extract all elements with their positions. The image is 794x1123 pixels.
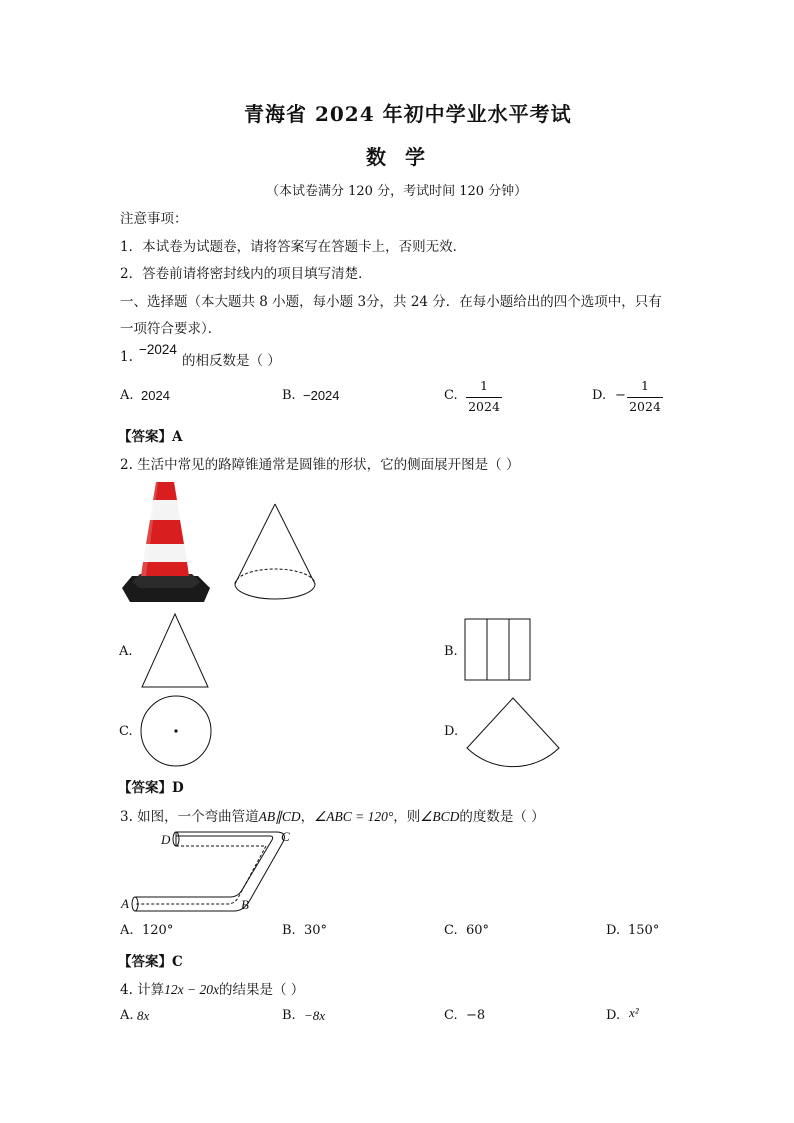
q2-option-a-label: A.	[119, 644, 133, 659]
q1-option-b: −2024	[303, 388, 340, 403]
q3-option-c-label: C.	[444, 923, 458, 938]
q1-option-d-sign: −	[615, 388, 626, 403]
q1-option-d-fraction	[627, 378, 663, 414]
section1-instructions-line2: 一项符合要求）．	[120, 321, 222, 337]
fraction-denominator: 2024	[629, 399, 661, 414]
q3-option-b-label: B.	[282, 923, 296, 938]
q4-option-a-label: A.	[120, 1008, 134, 1023]
q1-math: −2024	[139, 342, 177, 357]
q4-math: 12x − 20x	[164, 982, 220, 997]
pipe-label-d: D	[161, 832, 171, 847]
cone-diagram	[233, 502, 317, 602]
triangle-option-shape	[140, 613, 210, 689]
q3-text-post: 的度数是（ ）	[459, 809, 545, 825]
q3-text-mid: ，	[300, 809, 315, 825]
q4-text	[120, 978, 304, 998]
cone-base-top	[132, 574, 200, 588]
q3-answer: 【答案】C	[118, 954, 183, 970]
q2-answer: 【答案】D	[118, 780, 184, 796]
q4-option-a: 8x	[137, 1008, 150, 1023]
q1-number: 1.	[120, 349, 133, 365]
notice-item-1: 1．本试卷为试题卷，请将答案写在答题卡上，否则无效．	[120, 239, 467, 255]
q2-option-b-label: B.	[444, 644, 458, 659]
q2-option-d-label: D.	[444, 724, 459, 739]
q1-option-d-label: D.	[592, 388, 607, 403]
q4-option-c: −8	[466, 1008, 486, 1023]
subject-title: 数 学	[366, 145, 431, 169]
q3-math-angle-bcd: ∠BCD	[420, 809, 460, 824]
page-title: 青海省 2024 年初中学业水平考试	[244, 102, 572, 126]
q1-option-a-label: A.	[120, 388, 134, 403]
q1-option-b-label: B.	[282, 388, 296, 403]
q3-option-a: 120°	[142, 923, 174, 938]
q3-option-b: 30°	[304, 923, 328, 938]
fraction-bar	[466, 397, 502, 398]
notices-heading: 注意事项：	[120, 211, 188, 227]
q2-text: 2. 生活中常见的路障锥通常是圆锥的形状，它的侧面展开图是（ ）	[120, 457, 520, 473]
sector-option-shape	[465, 696, 561, 768]
q4-option-b: −8x	[304, 1008, 326, 1023]
q3-text-pre: 3. 如图，一个弯曲管道	[120, 809, 259, 825]
q4-option-c-label: C.	[444, 1008, 458, 1023]
bent-pipe-diagram	[120, 828, 300, 918]
fraction-numerator: 1	[641, 378, 649, 393]
q1-text: 的相反数是（ ）	[182, 353, 281, 369]
q4-text-post: 的结果是（ ）	[219, 982, 305, 998]
q3-option-c: 60°	[466, 923, 490, 938]
q4-option-d-label: D.	[606, 1008, 621, 1023]
rectangle-option-shape	[464, 618, 532, 682]
q4-option-b-label: B.	[282, 1008, 296, 1023]
q4-text-pre: 4. 计算	[120, 982, 165, 998]
fraction-numerator: 1	[480, 378, 488, 393]
q1-option-c-label: C.	[444, 388, 458, 403]
q4-option-d: x²	[629, 1005, 639, 1020]
q1-option-c-fraction	[466, 378, 502, 414]
q1-answer: 【答案】A	[118, 429, 183, 445]
q3-option-d-label: D.	[606, 923, 621, 938]
exam-note: （本试卷满分 120 分，考试时间 120 分钟）	[266, 184, 528, 199]
fraction-denominator: 2024	[468, 399, 500, 414]
traffic-cone-image	[118, 478, 214, 606]
q3-text	[120, 805, 545, 825]
fraction-bar	[627, 397, 663, 398]
pipe-label-b: B	[241, 897, 249, 912]
pipe-label-a: A	[121, 896, 129, 911]
q3-option-a-label: A.	[120, 923, 134, 938]
q2-option-c-label: C.	[119, 724, 133, 739]
pipe-label-c: C	[281, 829, 290, 844]
cone-body-red-bottom	[141, 562, 189, 576]
notice-item-2: 2．答卷前请将密封线内的项目填写清楚．	[120, 266, 372, 282]
q3-math-parallel: AB∥CD	[258, 809, 301, 824]
q3-math-angle-abc: ∠ABC = 120°	[314, 809, 394, 824]
circle-option-shape	[139, 694, 213, 768]
q3-text-mid2: ，则	[393, 809, 421, 825]
q1-option-a: 2024	[141, 388, 170, 403]
q3-option-d: 150°	[628, 923, 660, 938]
section1-instructions-line1: 一、选择题（本大题共 8 小题，每小题 3分，共 24 分．在每小题给出的四个选项中，只有	[120, 294, 662, 310]
